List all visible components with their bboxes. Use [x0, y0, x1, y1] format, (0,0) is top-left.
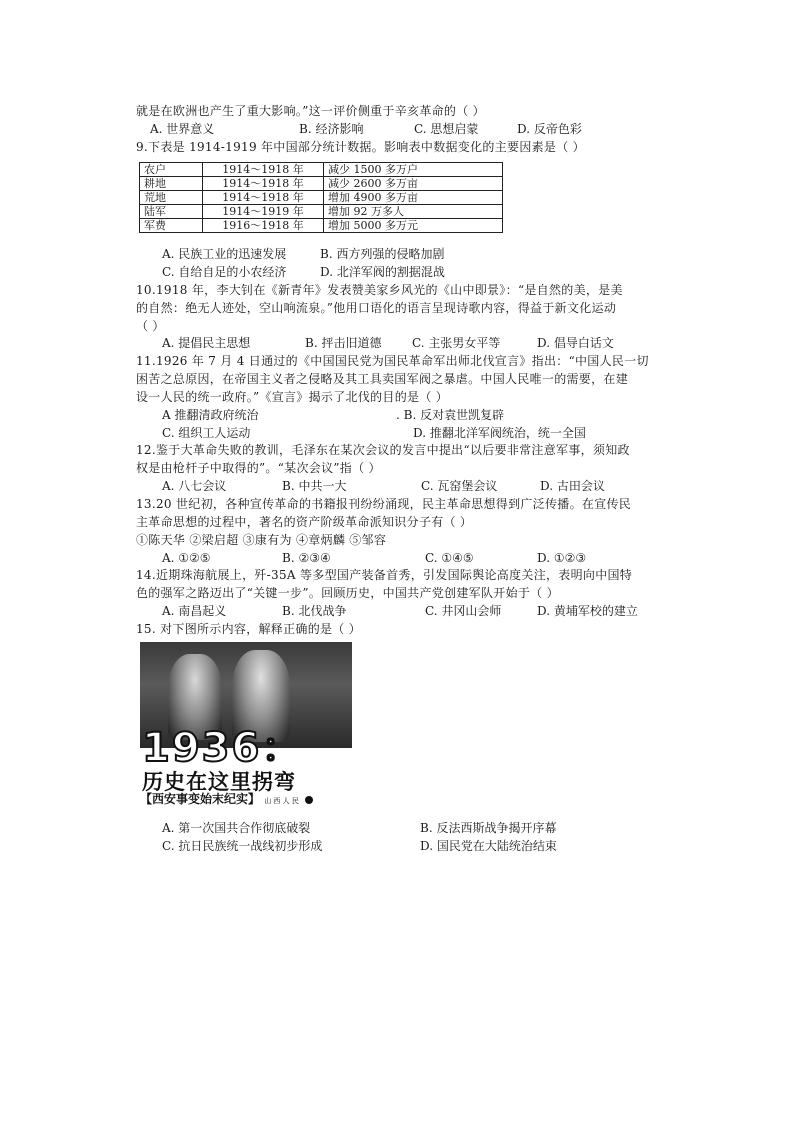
table-cell: 农户 — [140, 163, 203, 177]
table-cell: 荒地 — [140, 191, 203, 205]
q12-option-b[interactable]: B. 中共一大 — [282, 479, 347, 493]
q14-option-a[interactable]: A. 南昌起义 — [162, 604, 227, 618]
q10-stem-line2: 的自然：绝无人迹处，空山响流泉。”他用口语化的语言呈现诗歌内容，得益于新文化运动 — [136, 301, 617, 315]
q14-stem-line1: 14.近期珠海航展上，歼-35A 等多型国产装备首秀，引发国际舆论高度关注，表明向中国特 — [136, 568, 633, 582]
poster-publisher-mark: 山 西 人 民 — [264, 797, 299, 805]
q15-option-d[interactable]: D. 国民党在大陆统治结束 — [420, 839, 557, 853]
q13-option-a[interactable]: A. ①②⑤ — [162, 551, 211, 565]
poster-headline: 历史在这里拐弯 — [142, 770, 296, 794]
table-cell: 陆军 — [140, 205, 203, 219]
q11-option-a[interactable]: A 推翻清政府统治 — [162, 408, 259, 422]
q10-option-b[interactable]: B. 抨击旧道德 — [305, 336, 382, 350]
q9-option-d[interactable]: D. 北洋军阀的割据混战 — [320, 265, 445, 279]
table-row — [140, 163, 503, 177]
q9-option-b[interactable]: B. 西方列强的侵略加剧 — [320, 247, 445, 261]
poster-subtitle-text: 【西安事变始末纪实】 — [140, 792, 261, 806]
q11-stem-line2: 困苦之总原因，在帝国主义者之侵略及其工具卖国军阀之暴虐。中国人民唯一的需要，在建 — [136, 372, 629, 386]
table-cell: 1916～1918 年 — [203, 219, 324, 233]
table-cell: 增加 4900 多万亩 — [324, 191, 503, 205]
q15-option-b[interactable]: B. 反法西斯战争揭开序幕 — [420, 821, 557, 835]
q10-option-c[interactable]: C. 主张男女平等 — [412, 336, 501, 350]
q13-option-c[interactable]: C. ①④⑤ — [425, 551, 474, 565]
q13-stem-line3: ①陈天华 ②梁启超 ③康有为 ④章炳麟 ⑤邹容 — [136, 533, 387, 547]
table-cell: 增加 5000 多万元 — [324, 219, 503, 233]
table-cell: 耕地 — [140, 177, 203, 191]
q14-stem-line2: 色的强军之路迈出了“关键一步”。回顾历史，中国共产党创建军队开始于（ ） — [136, 586, 559, 600]
poster-subtitle — [140, 792, 352, 807]
q15-option-c[interactable]: C. 抗日民族统一战线初步形成 — [162, 839, 323, 853]
q14-option-c[interactable]: C. 井冈山会师 — [425, 604, 502, 618]
q12-option-c[interactable]: C. 瓦窑堡会议 — [421, 479, 498, 493]
table-row — [140, 177, 503, 191]
q12-stem-line1: 12.鉴于大革命失败的教训，毛泽东在某次会议的发言中提出“以后要非常注意军事，须知政 — [136, 443, 630, 457]
table-row — [140, 205, 503, 219]
q11-option-c[interactable]: C. 组织工人运动 — [162, 426, 251, 440]
q11-option-d[interactable]: D. 推翻北洋军阀统治，统一全国 — [413, 426, 586, 440]
q10-option-a[interactable]: A. 提倡民主思想 — [162, 336, 251, 350]
q12-stem-line2: 权是由枪杆子中取得的”。“某次会议”指（ ） — [136, 461, 381, 475]
table-cell: 减少 1500 多万户 — [324, 163, 503, 177]
publisher-logo-icon — [305, 796, 313, 804]
table-cell: 增加 92 万多人 — [324, 205, 503, 219]
q8-option-d[interactable]: D. 反帝色彩 — [517, 122, 582, 136]
table-cell: 1914～1918 年 — [203, 191, 324, 205]
q8-stem-tail: 就是在欧洲也产生了重大影响。”这一评价侧重于辛亥革命的（ ） — [136, 104, 485, 118]
table-row — [140, 191, 503, 205]
q10-stem-line1: 10.1918 年，李大钊在《新青年》发表赞美家乡风光的《山中即景》：“是自然的美，是美 — [136, 283, 623, 297]
q13-stem-line2: 主革命思想的过程中，著名的资产阶级革命派知识分子有（ ） — [136, 515, 473, 529]
q10-stem-line3: （ ） — [136, 319, 165, 333]
q10-option-d[interactable]: D. 倡导白话文 — [537, 336, 614, 350]
q14-option-b[interactable]: B. 北伐战争 — [282, 604, 347, 618]
table-cell: 1914～1918 年 — [203, 177, 324, 191]
q13-option-b[interactable]: B. ②③④ — [282, 551, 331, 565]
table-cell: 军费 — [140, 219, 203, 233]
q11-stem-line3: 设一人民的统一政府。”《宣言》揭示了北伐的目的是（ ） — [136, 390, 449, 404]
q8-option-c[interactable]: C. 思想启蒙 — [414, 122, 479, 136]
q13-stem-line1: 13.20 世纪初，各种宣传革命的书籍报刊纷纷涌现，民主革命思想得到广泛传播。在宣传民 — [136, 497, 632, 511]
q15-option-a[interactable]: A. 第一次国共合作彻底破裂 — [162, 821, 311, 835]
q9-stem: 9.下表是 1914-1919 年中国部分统计数据。影响表中数据变化的主要因素是（ ） — [136, 140, 585, 154]
q13-option-d[interactable]: D. ①②③ — [537, 551, 587, 565]
q12-option-a[interactable]: A. 八七会议 — [162, 479, 227, 493]
q14-option-d[interactable]: D. 黄埔军校的建立 — [537, 604, 638, 618]
q8-option-b[interactable]: B. 经济影响 — [299, 122, 364, 136]
poster-year: 1936： — [142, 725, 304, 771]
q11-option-b[interactable]: . B. 反对袁世凯复辟 — [396, 408, 505, 422]
q9-option-a[interactable]: A. 民族工业的迅速发展 — [162, 247, 287, 261]
q8-option-a[interactable]: A. 世界意义 — [150, 122, 215, 136]
q15-stem: 15. 对下图所示内容，解释正确的是（ ） — [136, 622, 362, 636]
table-cell: 1914～1919 年 — [203, 205, 324, 219]
table-cell: 1914～1918 年 — [203, 163, 324, 177]
q9-option-c[interactable]: C. 自给自足的小农经济 — [162, 265, 287, 279]
table-row — [140, 219, 503, 233]
q12-option-d[interactable]: D. 古田会议 — [540, 479, 605, 493]
table-cell: 减少 2600 多万亩 — [324, 177, 503, 191]
xian-incident-poster — [140, 642, 352, 807]
q11-stem-line1: 11.1926 年 7 月 4 日通过的《中国国民党为国民革命军出师北伐宣言》指出：“中国人民一切 — [136, 354, 649, 368]
statistics-table — [139, 162, 503, 233]
